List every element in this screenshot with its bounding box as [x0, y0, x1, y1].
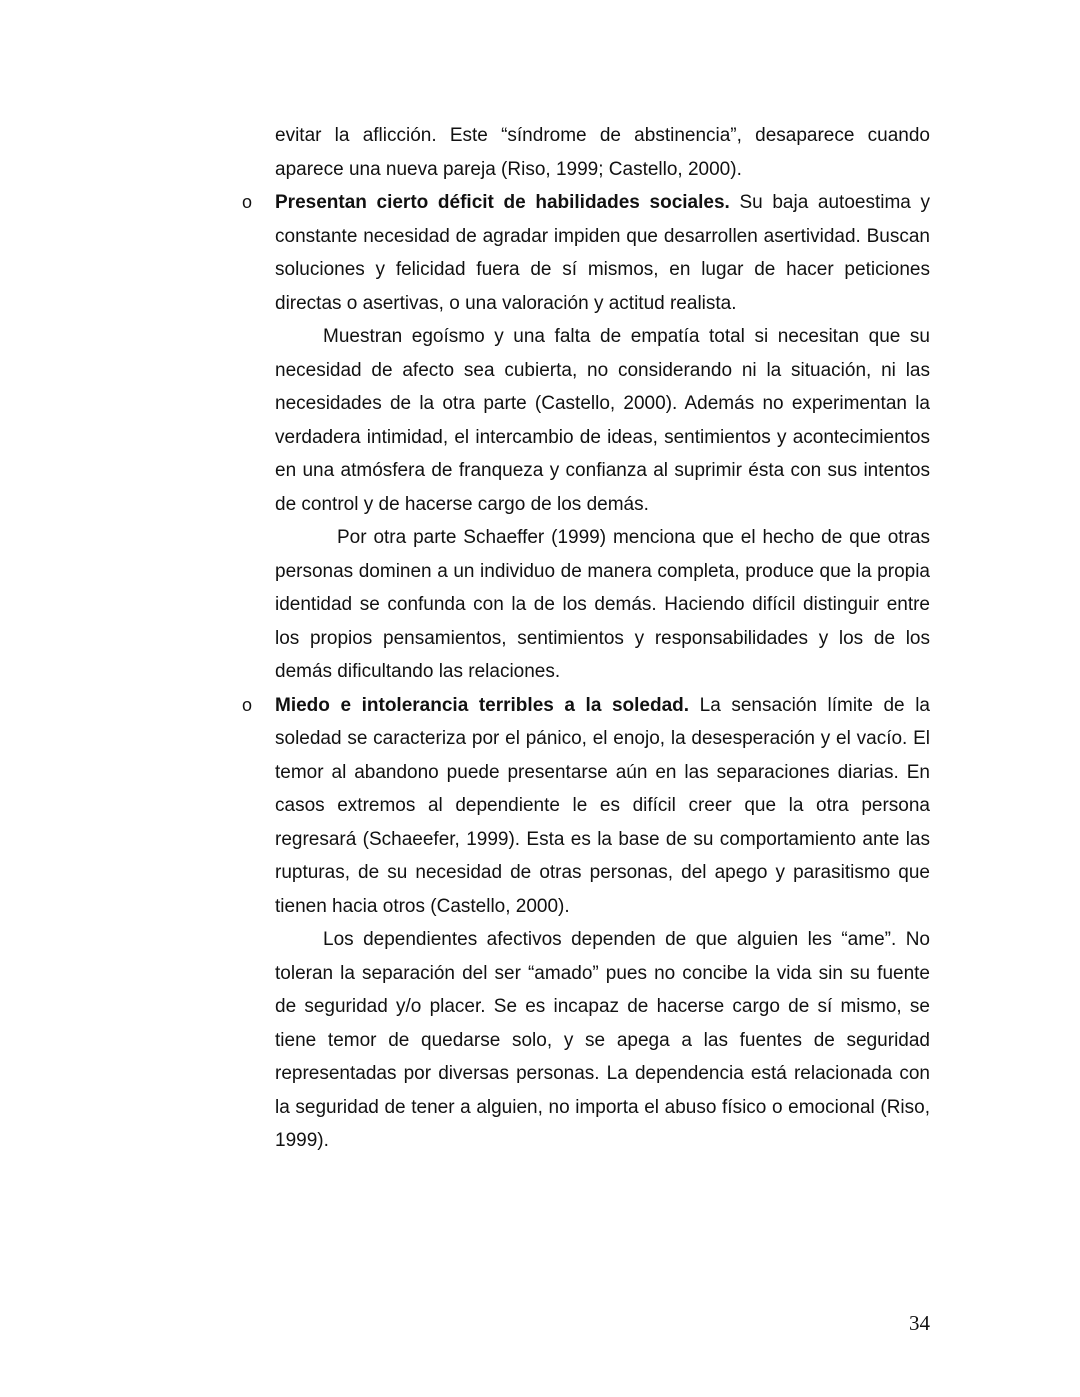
paragraph-dependents: Los dependientes afectivos dependen de que alguien les “ame”. No toleran la separación del ser “amado” pues no concibe la vida sin su fuente de seguridad y/o placer. Se es incapaz de hacerse cargo de sí mismo, se tiene temor de quedarse solo, y se apega a las fuentes de seguridad representadas por diversas personas. La dependencia está relacionada con la seguridad de tener a alguien, no importa el abuso físico o emocional (Riso, 1999). [275, 929, 930, 1151]
page-number: 34 [909, 1311, 930, 1335]
body-text [242, 119, 931, 1158]
bullet-item-loneliness [242, 689, 930, 924]
bullet-marker: o [242, 694, 253, 715]
bullet-marker: o [242, 192, 253, 212]
bullet-body: Su baja autoestima y constante necesidad de agradar impiden que desarrollen asertividad. Buscan soluciones y felicidad fuera de sí mismos, en lugar de hacer peticiones directas o asertivas, o una valoración y actitud realista. [275, 192, 931, 314]
continuation-paragraph: evitar la aflicción. Este “síndrome de abstinencia”, desaparece cuando aparece una nueva pareja (Riso, 1999; Castello, 2000). [275, 125, 930, 180]
bullet-body: La sensación límite de la soledad se caracteriza por el pánico, el enojo, la desesperación y el vacío. El temor al abandono puede presentarse aún en las separaciones diarias. En casos extremos al dependiente le es difícil creer que la otra persona regresará (Schaeefer, 1999). Esta es la base de su comportamiento ante las rupturas, de su necesidad de otras personas, del apego y parasitismo que tienen hacia otros (Castello, 2000). [275, 694, 930, 917]
bullet-item-social-skills [242, 186, 931, 320]
bullet-heading: Presentan cierto déficit de habilidades sociales. [275, 192, 730, 213]
bullet-heading: Miedo e intolerancia terribles a la soledad. [275, 694, 690, 716]
paragraph-egoism: Muestran egoísmo y una falta de empatía total si necesitan que su necesidad de afecto sea cubierta, no considerando ni la situación, ni las necesidades de la otra parte (Castello, 2000). Además no experimentan la verdadera intimidad, el intercambio de ideas, sentimientos y acontecimientos en una atmósfera de franqueza y confianza al suprimir ésta con sus intentos de control y de hacerse cargo de los demás. [275, 326, 930, 515]
paragraph-schaeffer: Por otra parte Schaeffer (1999) menciona que el hecho de que otras personas dominen a un individuo de manera completa, produce que la propia identidad se confunda con la de los demás. Haciendo difícil distinguir entre los propios pensamientos, sentimientos y responsabilidades y los de los demás dificultando las relaciones. [275, 527, 930, 682]
